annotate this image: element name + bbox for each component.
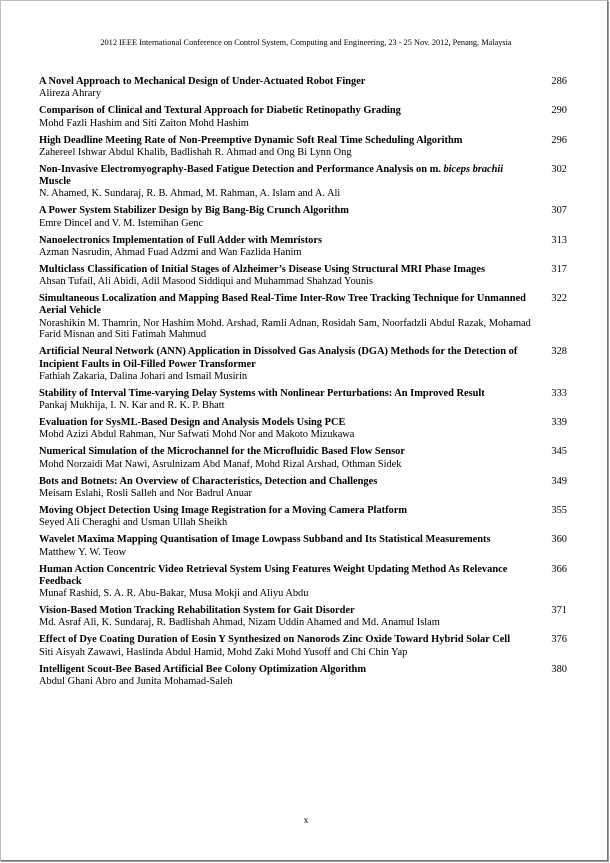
paper-authors: Emre Dincel and V. M. Istemihan Genc	[39, 217, 204, 229]
toc-entry	[39, 564, 571, 600]
paper-page-number: 322	[551, 293, 567, 305]
paper-page-number: 313	[551, 234, 567, 246]
toc-entry	[39, 417, 571, 441]
table-of-contents	[39, 76, 571, 693]
toc-entry	[39, 235, 571, 259]
paper-authors: Munaf Rashid, S. A. R. Abu-Bakar, Musa Mokji and Aliyu Abdu	[39, 588, 309, 600]
paper-page-number: 307	[551, 205, 567, 217]
paper-page-number: 371	[551, 605, 567, 617]
paper-title-part: Muscle	[39, 176, 71, 188]
paper-authors: Md. Asraf Ali, K. Sundaraj, R. Badlishah Ahmad, Nizam Uddin Ahamed and Md. Anamul Islam	[39, 617, 440, 629]
paper-title: Multiclass Classification of Initial Stages of Alzheimer’s Disease Using Structural MRI Phase Images	[39, 263, 485, 275]
paper-page-number: 376	[551, 634, 567, 646]
paper-authors: Azman Nasrudin, Ahmad Fuad Adzmi and Wan Fazlida Hanim	[39, 246, 302, 258]
toc-entry	[39, 293, 571, 341]
paper-title: Comparison of Clinical and Textural Approach for Diabetic Retinopathy Grading	[39, 105, 401, 117]
paper-authors: Matthew Y. W. Teow	[39, 546, 127, 558]
paper-title: Artificial Neural Network (ANN) Application in Dissolved Gas Analysis (DGA) Methods for the Detection of Incipient Faults in Oil-Filled Power Transformer	[39, 346, 518, 370]
paper-page-number: 317	[551, 263, 567, 275]
toc-entry	[39, 164, 571, 200]
paper-authors: Norashikin M. Thamrin, Nor Hashim Mohd. Arshad, Ramli Adnan, Rosidah Sam, Noorfadzli Abdul Razak, Mohamad Farid Misnan and Siti Fatimah Mahmud	[39, 317, 531, 341]
paper-page-number: 339	[551, 417, 567, 429]
toc-entry	[39, 205, 571, 229]
paper-title: Numerical Simulation of the Microchannel for the Microfluidic Based Flow Sensor	[39, 446, 405, 458]
paper-authors: Seyed Ali Cheraghi and Usman Ullah Sheikh	[39, 517, 228, 529]
page-number-footer: x	[303, 815, 309, 825]
toc-entry	[39, 534, 571, 558]
paper-authors: Abdul Ghani Abro and Junita Mohamad-Saleh	[39, 675, 233, 687]
paper-authors: N. Ahamed, K. Sundaraj, R. B. Ahmad, M. Rahman, A. Islam and A. Ali	[39, 188, 341, 200]
paper-authors: Meisam Eslahi, Rosli Salleh and Nor Badrul Anuar	[39, 487, 252, 499]
paper-title: Stability of Interval Time-varying Delay Systems with Nonlinear Perturbations: An Improved Result	[39, 387, 485, 399]
toc-entry	[39, 605, 571, 629]
paper-authors: Ahsan Tufail, Ali Abidi, Adil Masood Siddiqui and Muhammad Shahzad Younis	[39, 276, 373, 288]
toc-entry	[39, 505, 571, 529]
toc-entry	[39, 346, 571, 382]
paper-authors: Mohd Azizi Abdul Rahman, Nur Safwati Mohd Nor and Makoto Mizukawa	[39, 429, 355, 441]
paper-title: Wavelet Maxima Mapping Quantisation of Image Lowpass Subband and Its Statistical Measurements	[39, 534, 491, 546]
paper-title: A Power System Stabilizer Design by Big Bang-Big Crunch Algorithm	[39, 205, 349, 217]
toc-entry	[39, 476, 571, 500]
toc-entry	[39, 634, 571, 658]
paper-title: Evaluation for SysML-Based Design and Analysis Models Using PCE	[39, 417, 346, 429]
paper-authors: Zahereel Ishwar Abdul Khalib, Badlishah R. Ahmad and Ong Bi Lynn Ong	[39, 146, 352, 158]
paper-page-number: 366	[551, 563, 567, 575]
paper-page-number: 355	[551, 505, 567, 517]
paper-authors: Alireza Ahrary	[39, 88, 102, 100]
toc-entry	[39, 105, 571, 129]
paper-title	[39, 164, 529, 188]
paper-page-number: 349	[551, 475, 567, 487]
toc-entry	[39, 388, 571, 412]
paper-page-number: 328	[551, 346, 567, 358]
paper-title: Human Action Concentric Video Retrieval System Using Features Weight Updating Method As Relevance Feedback	[39, 563, 508, 587]
paper-authors: Pankaj Mukhija, I. N. Kar and R. K. P. Bhatt	[39, 400, 225, 412]
paper-authors: Mohd Norzaidi Mat Nawi, Asrulnizam Abd Manaf, Mohd Rizal Arshad, Othman Sidek	[39, 458, 402, 470]
paper-title-italic-part: biceps brachii	[443, 163, 504, 175]
paper-authors: Mohd Fazli Hashim and Siti Zaiton Mohd Hashim	[39, 117, 249, 129]
paper-title: Moving Object Detection Using Image Registration for a Moving Camera Platform	[39, 505, 408, 517]
paper-title: Nanoelectronics Implementation of Full Adder with Memristors	[39, 234, 323, 246]
conference-header: 2012 IEEE International Conference on Control System, Computing and Engineering, 23 - 25 Nov. 2012, Penang, Malaysia	[100, 38, 512, 47]
paper-title: High Deadline Meeting Rate of Non-Preemptive Dynamic Soft Real Time Scheduling Algorithm	[39, 134, 463, 146]
paper-title: Vision-Based Motion Tracking Rehabilitation System for Gait Disorder	[39, 605, 355, 617]
toc-entry	[39, 264, 571, 288]
toc-entry	[39, 664, 571, 688]
toc-entry	[39, 135, 571, 159]
paper-authors: Siti Aisyah Zawawi, Haslinda Abdul Hamid, Mohd Zaki Mohd Yusoff and Chi Chin Yap	[39, 646, 408, 658]
paper-title: Bots and Botnets: An Overview of Characteristics, Detection and Challenges	[39, 475, 378, 487]
toc-entry	[39, 76, 571, 100]
paper-page-number: 380	[551, 663, 567, 675]
paper-page-number: 286	[551, 76, 567, 87]
paper-page-number: 333	[551, 387, 567, 399]
paper-title: Simultaneous Localization and Mapping Based Real-Time Inter-Row Tree Tracking Technique for Unmanned Aerial Vehicle	[39, 293, 526, 317]
toc-entry	[39, 446, 571, 470]
paper-page-number: 296	[551, 134, 567, 146]
paper-page-number: 302	[551, 163, 567, 175]
paper-page-number: 290	[551, 105, 567, 117]
paper-title: Effect of Dye Coating Duration of Eosin Y Synthesized on Nanorods Zinc Oxide Toward Hybrid Solar Cell	[39, 634, 511, 646]
paper-title-part: Non-Invasive Electromyography-Based Fatigue Detection and Performance Analysis on m.	[39, 163, 444, 175]
paper-title: Intelligent Scout-Bee Based Artificial Bee Colony Optimization Algorithm	[39, 663, 366, 675]
paper-authors: Fathiah Zakaria, Dalina Johari and Ismail Musirin	[39, 370, 248, 382]
paper-title: A Novel Approach to Mechanical Design of Under-Actuated Robot Finger	[39, 76, 366, 87]
paper-page-number: 360	[551, 534, 567, 546]
paper-page-number: 345	[551, 446, 567, 458]
